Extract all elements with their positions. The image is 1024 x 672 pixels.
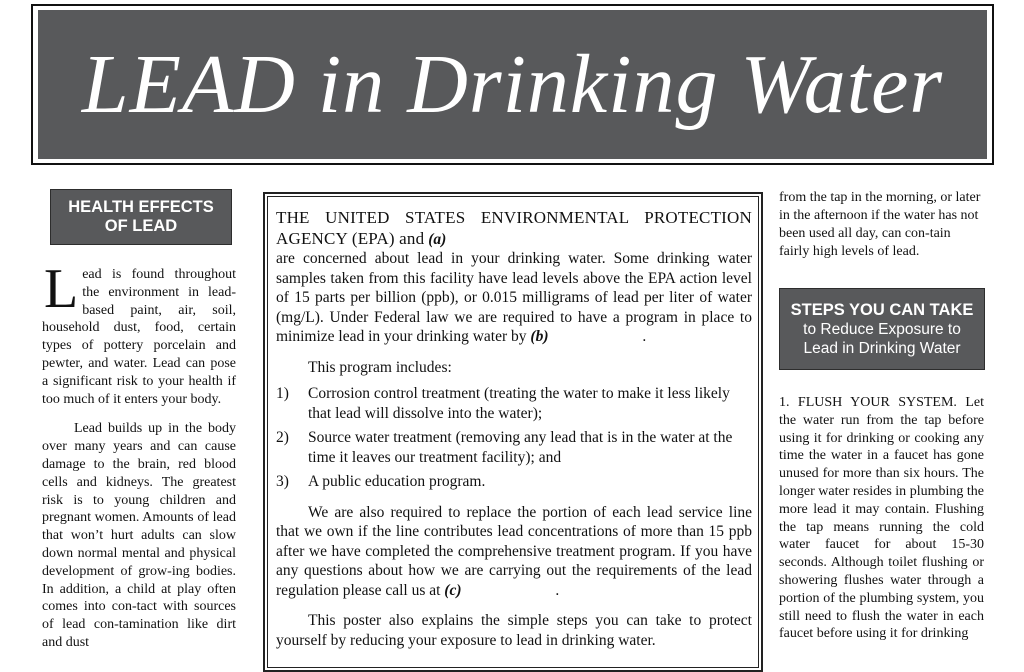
program-list bbox=[276, 384, 752, 492]
list-text: Source water treatment (removing any lead that is in the water at the time it leaves our treatment facility); and bbox=[308, 429, 733, 466]
epa-notice-content bbox=[276, 208, 752, 650]
placeholder-a: (a) bbox=[428, 230, 447, 248]
list-number: 2) bbox=[276, 429, 289, 446]
health-paragraph-2: Lead builds up in the body over many years and can cause damage to the brain, red blood cells and kidneys. The greatest risk is to young children and pregnant women. Amounts of lead that won’t hurt adults can slow down normal mental and physical development of grow-ing bodies. In addition, a child at play often comes into con-tact with sources of lead con-tamination like dirt and dust bbox=[42, 421, 236, 650]
steps-heading-box bbox=[779, 288, 985, 370]
replacement-text: We are also required to replace the portion of each lead service line that we own if the line contributes lead concentrations of more than 15 ppb after we have completed the comprehensive treatment program. If you have any questions about how we are carrying out the requirements of the lead regulation please call us at bbox=[276, 503, 752, 599]
health-paragraph-1 bbox=[42, 258, 236, 408]
right-column-continued-text bbox=[779, 189, 984, 261]
title-banner bbox=[31, 4, 994, 165]
health-effects-text bbox=[42, 258, 236, 652]
period-c: . bbox=[555, 581, 560, 599]
list-number: 1) bbox=[276, 385, 289, 402]
health-effects-heading-box bbox=[50, 189, 232, 245]
list-number: 3) bbox=[276, 473, 289, 490]
health-effects-heading-line1: HEALTH EFFECTS bbox=[68, 198, 214, 216]
steps-heading-line2: to Reduce Exposure to bbox=[803, 320, 961, 338]
poster-paragraph: This poster also explains the simple steps you can take to protect yourself by reducing your exposure to lead in drinking water. bbox=[276, 612, 752, 649]
placeholder-c: (c) bbox=[444, 581, 462, 599]
list-item bbox=[276, 472, 752, 492]
list-text: Corrosion control treatment (treating the water to make it less likely that lead will dissolve into the water); bbox=[308, 385, 730, 422]
flush-paragraph: 1. FLUSH YOUR SYSTEM. Let the water run from the tap before using it for drinking or cooking any time the water in a faucet has gone unused for more than six hours. The longer water resides in plumbing the more lead it may contain. Flushing the tap means running the cold water faucet for about 15-30 seconds. Although toilet flushing or showering flushes water through a portion of the plumbing system, you still need to flush the water in each faucet before using it for drinking bbox=[779, 395, 984, 642]
replacement-paragraph bbox=[276, 503, 752, 601]
placeholder-b: (b) bbox=[530, 328, 549, 345]
steps-heading-line3: Lead in Drinking Water bbox=[803, 339, 961, 357]
continued-paragraph: from the tap in the morning, or later in the afternoon if the water has not been used all day, can con-tain fairly high levels of lead. bbox=[779, 190, 981, 259]
page-title: LEAD in Drinking Water bbox=[81, 37, 944, 131]
list-item bbox=[276, 384, 752, 423]
health-effects-heading-line2: OF LEAD bbox=[104, 217, 178, 235]
drop-cap: L bbox=[44, 258, 79, 320]
epa-notice-box bbox=[263, 192, 763, 672]
period-b: . bbox=[642, 328, 647, 345]
epa-intro-paragraph bbox=[276, 208, 752, 347]
program-includes-label: This program includes: bbox=[308, 358, 452, 376]
flush-system-text bbox=[779, 394, 984, 643]
agency-line: THE UNITED STATES ENVIRONMENTAL PROTECTION AGENCY (EPA) and bbox=[276, 208, 752, 248]
intro-text: are concerned about lead in your drinking water. Some drinking water samples taken from this facility have lead levels above the EPA action level of 15 parts per billion (ppb), or 0.015 milligrams of lead per liter of water (mg/L). Under Federal law we are required to have a program in place to minimize lead in your drinking water by bbox=[276, 250, 752, 345]
health-paragraph-1-text: ead is found throughout the environment in lead-based paint, air, soil, household dust, food, certain types of pottery porcelain and pewter, and water. Lead can pose a significant risk to your health if too much of it enters your body. bbox=[42, 267, 236, 407]
title-banner-fill bbox=[38, 10, 987, 159]
steps-heading-line1: STEPS YOU CAN TAKE bbox=[790, 300, 974, 319]
list-text: A public education program. bbox=[308, 473, 486, 490]
list-item bbox=[276, 428, 752, 467]
